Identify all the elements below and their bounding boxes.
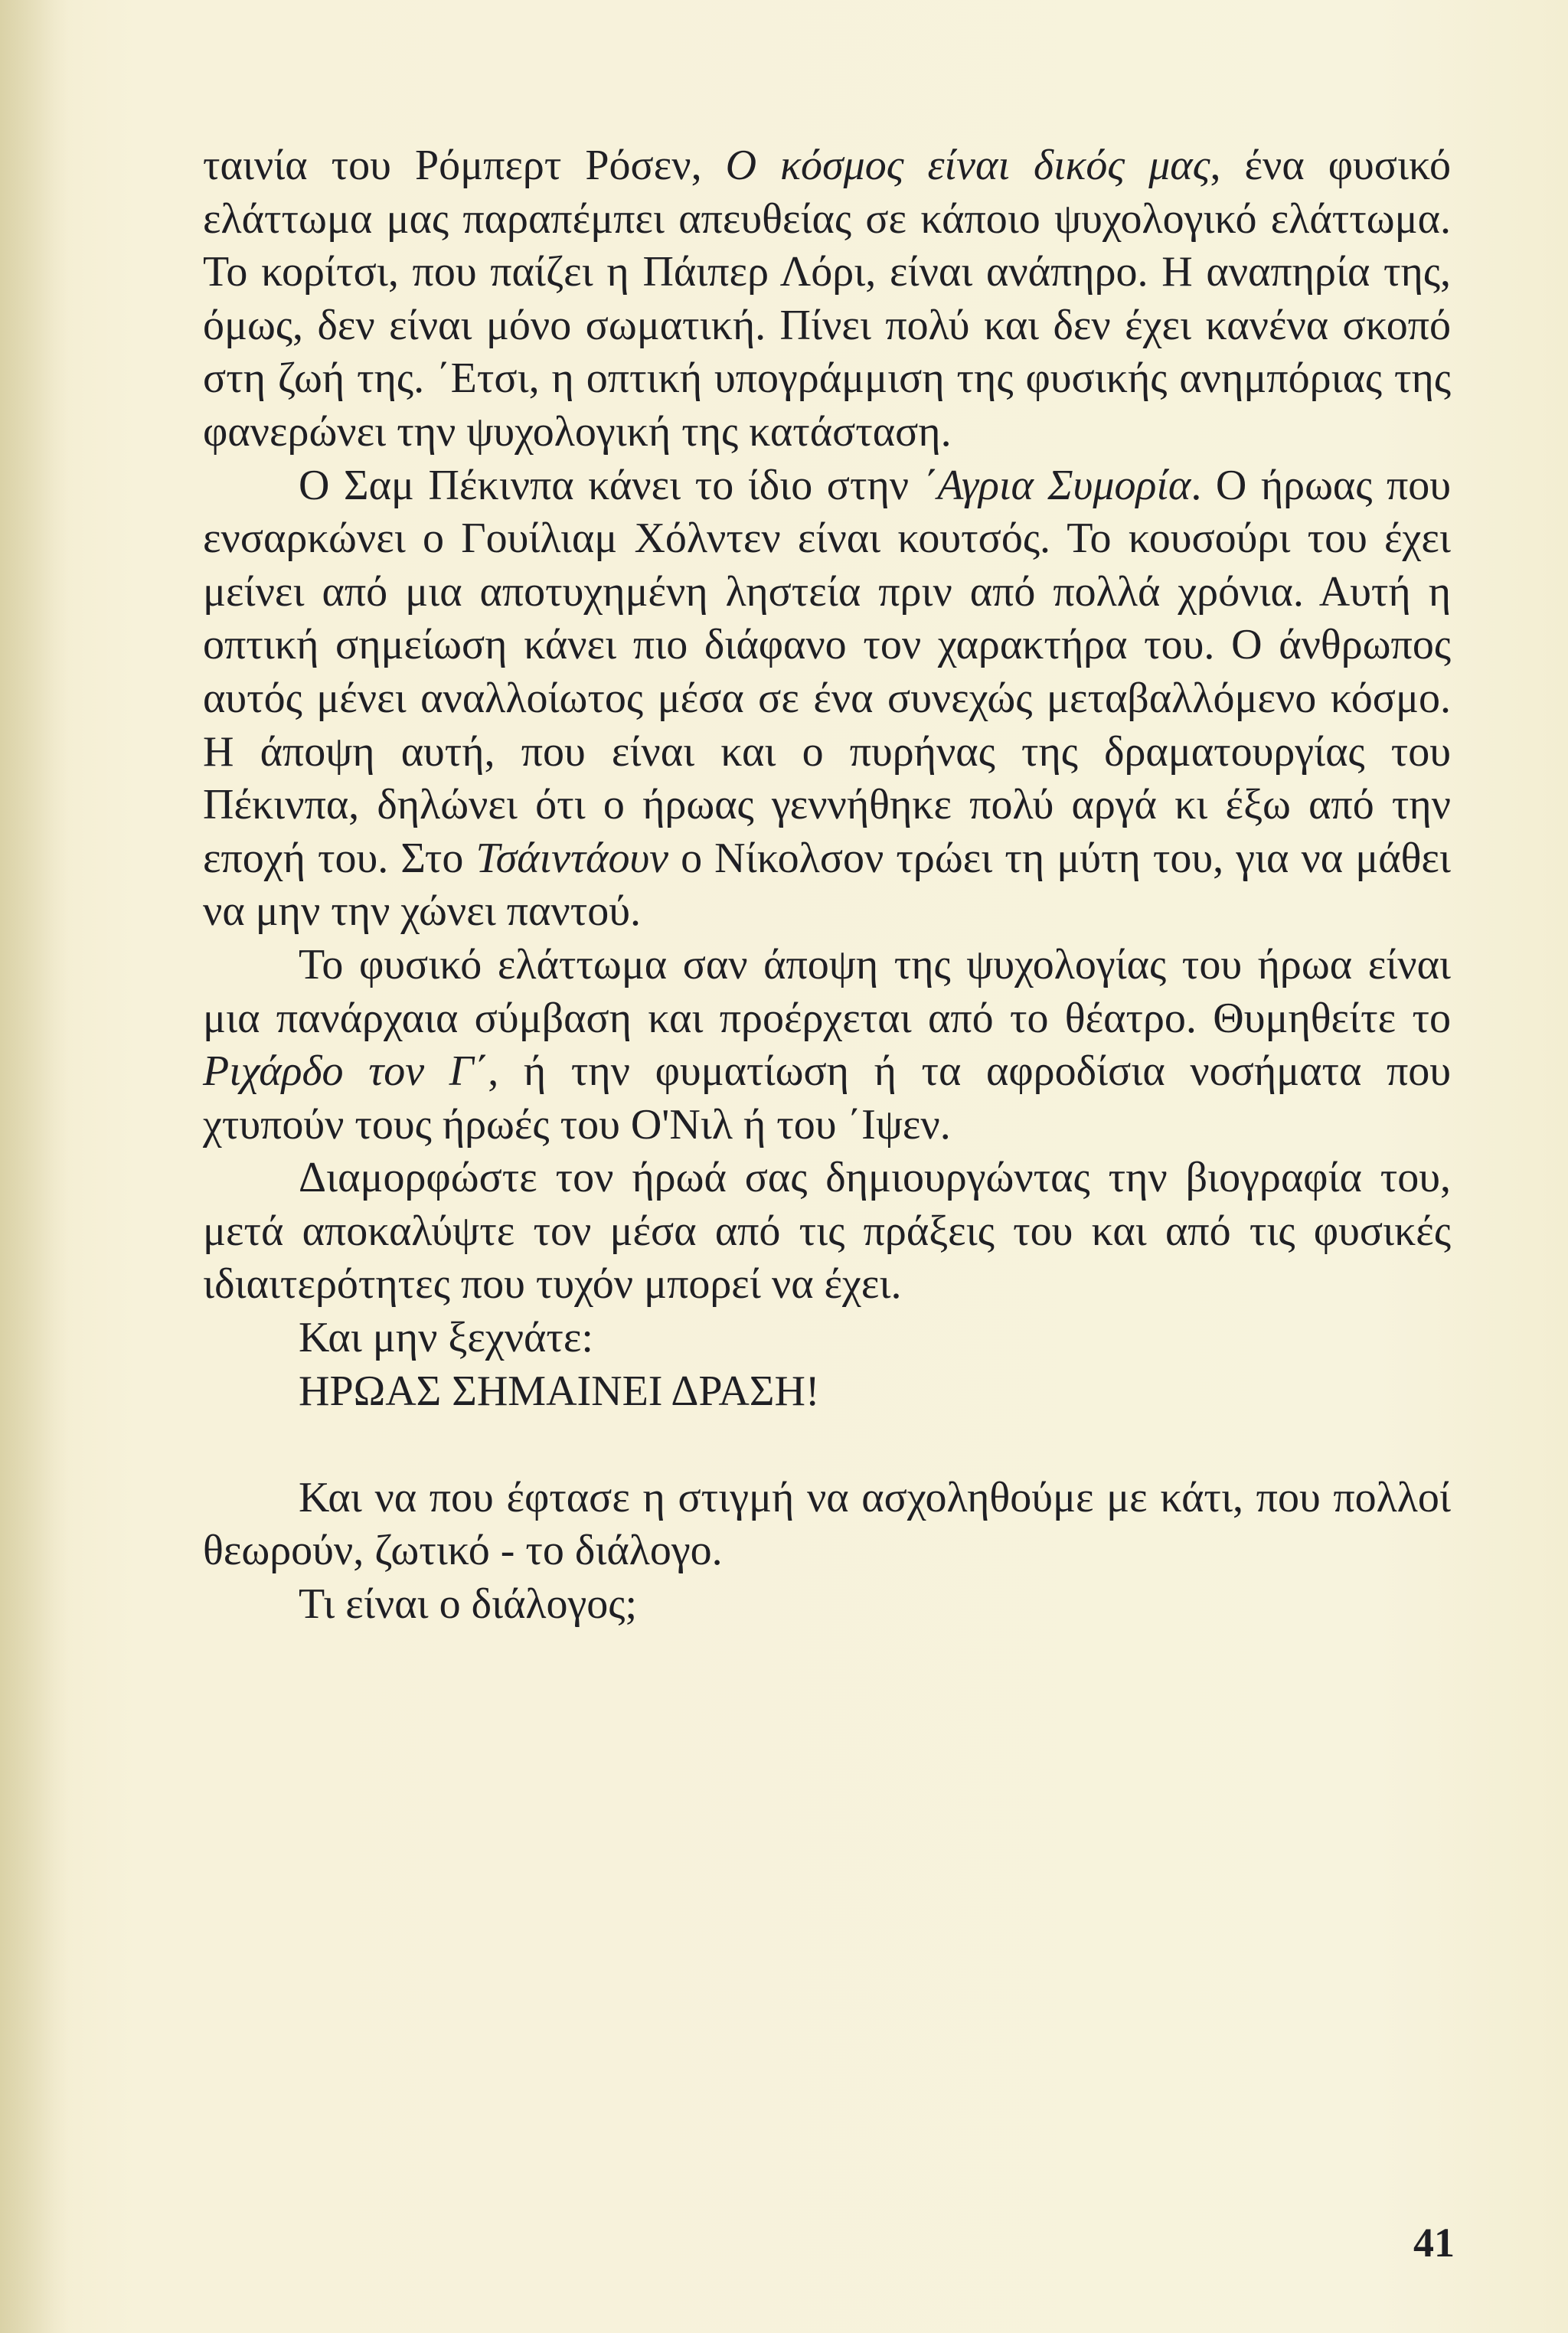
paragraph-3 [203, 939, 1451, 1152]
page-gutter-shadow [0, 0, 69, 2333]
paragraph-2-text-a: Ο Σαμ Πέκινπα κάνει το ίδιο στην [299, 461, 923, 509]
paragraph-1-text-a: ταινία του Ρόμπερτ Ρόσεν, [203, 142, 726, 189]
paragraph-1-text-b: , ένα φυσικό ελάττωμα μας παραπέμπει απευθείας σε κάποιο ψυχολογικό ελάττωμα. Το κορίτσι, που παίζει η Πάιπερ Λόρι, είναι ανάπηρο. Η αναπηρία της, όμως, δεν είναι μόνο σωματική. Πίνει πολύ και δεν έχει κανένα σκοπό στη ζωή της. ΄Ετσι, η οπτική υπογράμμιση της φυσικής ανημπόριας της φανερώνει την ψυχολογική της κατάσταση. [203, 142, 1451, 456]
film-title-world-is-ours: Ο κόσμος είναι δικός μας [725, 142, 1210, 189]
paragraph-3-text-b: , ή την φυματίωση ή τα αφροδίσια νοσήματα που χτυπούν τους ήρωές του Ο'Νιλ ή του ΄Ιψεν. [203, 1047, 1451, 1149]
paragraph-2-text-b: . Ο ήρωας που ενσαρκώνει ο Γουίλιαμ Χόλντεν είναι κουτσός. Το κουσούρι του έχει μείνει από μια αποτυχημένη ληστεία πριν από πολλά χρόνια. Αυτή η οπτική σημείωση κάνει πιο διάφανο τον χαρακτήρα του. Ο άνθρωπος αυτός μένει αναλλοίωτος μέσα σε ένα συνεχώς μεταβαλλόμενο κόσμο. Η άποψη αυτή, που είναι και ο πυρήνας της δραματουργίας του Πέκινπα, δηλώνει ότι ο ήρωας γεννήθηκε πολύ αργά κι έξω από την εποχή του. Στο [203, 461, 1451, 882]
paragraph-3-text-a: Το φυσικό ελάττωμα σαν άποψη της ψυχολογίας του ήρωα είναι μια πανάρχαια σύμβαση και προέρχεται από το θέατρο. Θυμηθείτε το [203, 940, 1451, 1042]
body-text [203, 139, 1451, 1632]
play-title-richard-iii: Ριχάρδο τον Γ΄ [203, 1047, 488, 1096]
paragraph-7: Και να που έφτασε η στιγμή να ασχοληθούμε με κάτι, που πολλοί θεωρούν, ζωτικό - το διάλογο. [203, 1473, 1451, 1575]
film-title-wild-bunch: ΄Αγρια Συμορία [923, 461, 1191, 509]
page-number: 41 [1413, 2220, 1455, 2266]
paragraph-1 [203, 139, 1451, 459]
paragraph-6-emphasis: ΗΡΩΑΣ ΣΗΜΑΙΝΕΙ ΔΡΑΣΗ! [299, 1367, 820, 1415]
paragraph-8: Τι είναι ο διάλογος; [299, 1580, 638, 1629]
paragraph-2 [203, 459, 1451, 939]
paragraph-5: Και μην ξεχνάτε: [299, 1314, 593, 1362]
film-title-chinatown: Τσάιντάουν [475, 834, 668, 882]
paragraph-2-text-c: ο Νίκολσον τρώει τη μύτη του, για να μάθει να μην την χώνει παντού. [203, 834, 1451, 936]
paragraph-4: Διαμορφώστε τον ήρωά σας δημιουργώντας την βιογραφία του, μετά αποκαλύψτε τον μέσα από τις πράξεις του και από τις φυσικές ιδιαιτερότητες που τυχόν μπορεί να έχει. [203, 1154, 1451, 1309]
